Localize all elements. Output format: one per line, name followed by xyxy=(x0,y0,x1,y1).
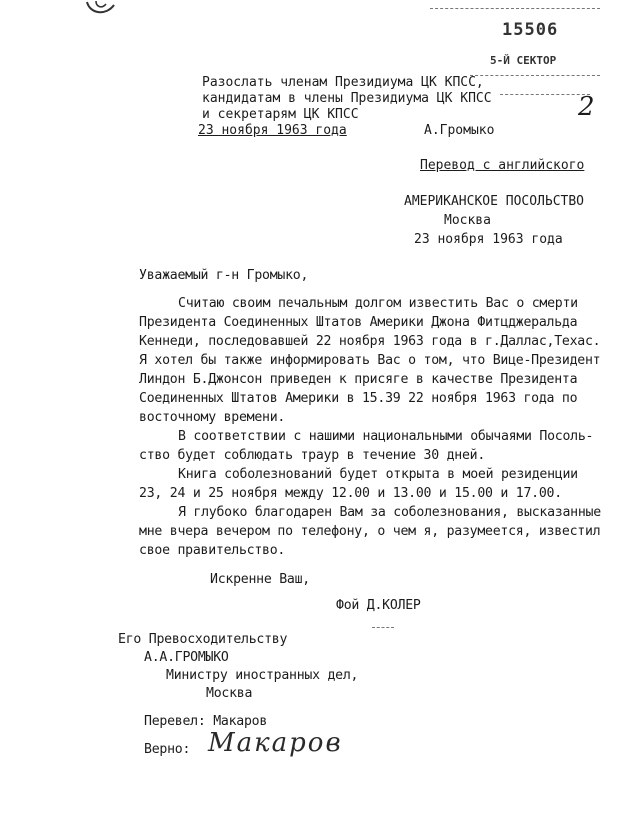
salutation: Уважаемый г-н Громыко, xyxy=(139,268,309,283)
body-line-10: Книга соболезнований будет открыта в моей резиденции xyxy=(178,467,578,482)
body-line-6: Соединенных Штатов Америки в 15.39 22 ноября 1963 года по xyxy=(139,391,578,406)
addressee-line-3: Министру иностранных дел, xyxy=(166,668,359,683)
body-line-4: Я хотел бы также информировать Вас о том, что Вице-Президент xyxy=(139,353,601,368)
body-line-7: восточному времени. xyxy=(139,410,286,425)
corner-scribble-mark xyxy=(84,0,118,18)
distribution-note-signature: А.Громыко xyxy=(424,123,495,138)
stamp-registration-number: 15506 xyxy=(502,20,559,40)
body-line-11: 23, 24 и 25 ноября между 12.00 и 13.00 и 15.00 и 17.00. xyxy=(139,486,562,501)
letter-date: 23 ноября 1963 года xyxy=(414,232,563,247)
stamp-dashed-line-1 xyxy=(430,8,600,9)
body-line-9: ство будет соблюдать траур в течение 30 дней. xyxy=(139,448,486,463)
body-line-2: Президента Соединенных Штатов Америки Джона Фитцджеральда xyxy=(139,315,578,330)
distribution-note-line-3: и секретарям ЦК КПСС xyxy=(202,107,359,122)
distribution-note-line-2: кандидатам в члены Президиума ЦК КПСС xyxy=(202,91,492,106)
addressee-line-4: Москва xyxy=(206,686,253,701)
translator-line: Перевел: Макаров xyxy=(144,714,268,729)
body-line-1: Считаю своим печальным долгом известить Вас о смерти xyxy=(178,296,578,311)
distribution-note-line-1: Разослать членам Президиума ЦК КПСС, xyxy=(202,75,484,90)
stamp-dashed-line-2 xyxy=(470,75,600,76)
faint-mark xyxy=(372,627,394,628)
translation-note: Перевод с английского xyxy=(420,158,585,173)
closing-phrase: Искренне Ваш, xyxy=(210,572,310,587)
body-line-5: Линдон Б.Джонсон приведен к присяге в качестве Президента xyxy=(139,372,578,387)
distribution-note-date: 23 ноября 1963 года xyxy=(198,123,347,138)
addressee-line-2: А.А.ГРОМЫКО xyxy=(144,650,229,665)
verified-handwritten-signature: Макаров xyxy=(208,728,343,758)
stamp-dashed-line-3 xyxy=(500,94,590,95)
body-line-3: Кеннеди, последовавшей 22 ноября 1963 года в г.Даллас,Техас. xyxy=(139,334,601,349)
stamp-sector-label: 5-Й СЕКТОР xyxy=(490,54,557,67)
body-line-12: Я глубоко благодарен Вам за соболезнования, высказанные xyxy=(178,505,601,520)
body-line-8: В соответствии с нашими национальными обычаями Посоль- xyxy=(178,429,594,444)
page-number-mark: 2 xyxy=(578,92,595,122)
signer-name: Фой Д.КОЛЕР xyxy=(336,598,421,613)
sender-city: Москва xyxy=(444,213,491,228)
body-line-14: свое правительство. xyxy=(139,543,286,558)
addressee-line-1: Его Превосходительству xyxy=(118,632,288,647)
verified-label: Верно: xyxy=(144,742,191,757)
sender-organization: АМЕРИКАНСКОЕ ПОСОЛЬСТВО xyxy=(404,194,585,209)
body-line-13: мне вчера вечером по телефону, о чем я, разумеется, известил xyxy=(139,524,601,539)
